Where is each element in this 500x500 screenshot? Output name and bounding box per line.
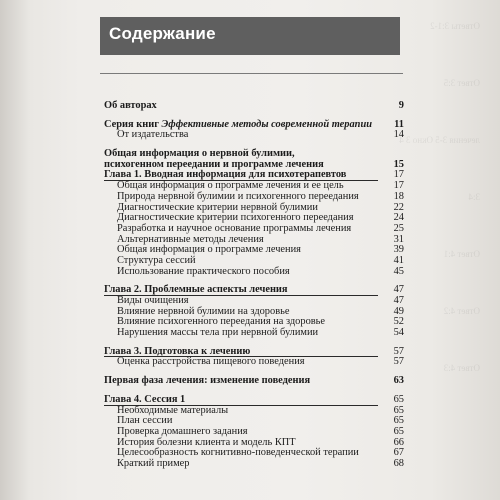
toc-page-number: 47 xyxy=(393,284,404,296)
bleed-through-line: Ответ 4:3 xyxy=(443,363,480,373)
toc-entry-title: Глава 4. Сессия 1 xyxy=(104,393,186,405)
toc-page-number: 66 xyxy=(393,436,404,448)
toc-page-number: 65 xyxy=(393,393,404,405)
toc-page-number: 39 xyxy=(393,244,404,256)
toc-subentry xyxy=(104,130,404,141)
toc-subentry xyxy=(104,427,404,438)
toc-entry-title: Целесообразность когнитивно-поведенческой терапии xyxy=(117,447,359,459)
toc-entry-title: Глава 1. Вводная информация для психотерапевтов xyxy=(104,169,347,181)
toc-entry-title: Краткий пример xyxy=(117,457,190,469)
toc-page-number: 52 xyxy=(393,316,404,328)
toc-entry-title: Виды очищения xyxy=(117,295,189,306)
bleed-through-line: Ответ 4:2 xyxy=(443,306,480,316)
toc-entry xyxy=(104,376,404,387)
toc-page-number: 17 xyxy=(393,180,404,192)
title-bar xyxy=(100,17,400,55)
toc-entry-title: Общая информация о программе лечения xyxy=(117,244,301,256)
toc-entry xyxy=(104,395,404,406)
toc-page-number: 9 xyxy=(398,100,404,111)
toc-entry-title: История болезни клиента и модель КПТ xyxy=(117,436,296,448)
toc-page-number: 63 xyxy=(393,375,404,387)
toc-entry-title: Структура сессий xyxy=(117,254,196,266)
toc-entry-title: Влияние психогенного переедания на здоровье xyxy=(117,316,326,328)
toc-entry-title: Альтернативные методы лечения xyxy=(117,233,264,245)
toc-page-number: 15 xyxy=(393,158,404,170)
toc-entry-title: психогенном переедании и программе лечения xyxy=(104,158,324,170)
series-name: Эффективные методы современной терапии xyxy=(161,118,373,130)
toc-page-number: 14 xyxy=(393,129,404,141)
table-of-contents xyxy=(104,101,404,470)
bleed-through-line: лечения 3-5 Окно 3 4 xyxy=(399,135,480,145)
toc-entry-title: Об авторах xyxy=(104,100,157,111)
toc-entry-title: От издательства xyxy=(117,129,189,141)
toc-page-number: 25 xyxy=(393,222,404,234)
toc-subentry xyxy=(104,459,404,470)
toc-page-number: 54 xyxy=(393,327,404,339)
bleed-through-line: Ответы 3:1-2 xyxy=(430,21,480,31)
toc-entry-title: Общая информация о программе лечения и ее цель xyxy=(117,180,344,192)
toc-entry-title: Влияние нервной булимии на здоровье xyxy=(117,305,290,317)
toc-page-number: 65 xyxy=(393,425,404,437)
toc-entry-title: Первая фаза лечения: изменение поведения xyxy=(104,375,311,387)
toc-page-number: 22 xyxy=(393,201,404,213)
toc-entry-title: Природа нервной булимии и психогенного переедания xyxy=(117,190,359,202)
toc-subentry xyxy=(104,267,404,278)
toc-entry-title: Глава 3. Подготовка к лечению xyxy=(104,345,251,357)
toc-subentry xyxy=(104,224,404,235)
toc-subentry xyxy=(104,192,404,203)
page-title: Содержание xyxy=(109,24,216,43)
toc-page-number: 41 xyxy=(393,254,404,266)
toc-entry-title: Глава 2. Проблемные аспекты лечения xyxy=(104,284,288,296)
toc-entry-title: Нарушения массы тела при нервной булимии xyxy=(117,327,319,339)
bleed-through-line: Ответ 3:5 xyxy=(443,78,480,88)
toc-page-number: 45 xyxy=(393,265,404,277)
toc-page-number: 65 xyxy=(393,415,404,427)
toc-page-number: 68 xyxy=(393,457,404,469)
toc-entry-title: Общая информация о нервной булимии, xyxy=(104,148,295,160)
toc-page-number: 17 xyxy=(393,169,404,181)
toc-subentry xyxy=(104,328,404,339)
toc-page-number: 24 xyxy=(393,212,404,224)
toc-entry-title: Серия книг Эффективные методы современной терапии xyxy=(104,118,373,130)
bleed-through-line: Ответ 4:1 xyxy=(443,249,480,259)
toc-page-number: 18 xyxy=(393,190,404,202)
toc-page-number: 47 xyxy=(393,295,404,306)
toc-entry-title: Оценка расстройства пищевого поведения xyxy=(117,356,305,368)
toc-entry-title: Разработка и научное основание программы лечения xyxy=(117,222,352,234)
toc-page-number: 57 xyxy=(393,345,404,357)
toc-entry-title: План сессии xyxy=(117,415,173,427)
bleed-through-line: 3:4 xyxy=(468,192,480,202)
toc-page-number: 31 xyxy=(393,233,404,245)
title-divider xyxy=(100,73,403,74)
toc-page-number: 11 xyxy=(394,118,404,130)
toc-entry-title: Использование практического пособия xyxy=(117,265,290,277)
toc-entry-title: Диагностические критерии психогенного переедания xyxy=(117,212,354,224)
toc-entry-title: Необходимые материалы xyxy=(117,404,229,416)
toc-entry-title: Диагностические критерии нервной булимии xyxy=(117,201,318,213)
toc-page-number: 57 xyxy=(393,356,404,368)
toc-entry xyxy=(104,101,404,112)
toc-page-number: 65 xyxy=(393,404,404,416)
toc-page-number: 49 xyxy=(393,305,404,317)
toc-page-number: 67 xyxy=(393,447,404,459)
toc-entry-title: Проверка домашнего задания xyxy=(117,425,248,437)
toc-subentry xyxy=(104,357,404,368)
